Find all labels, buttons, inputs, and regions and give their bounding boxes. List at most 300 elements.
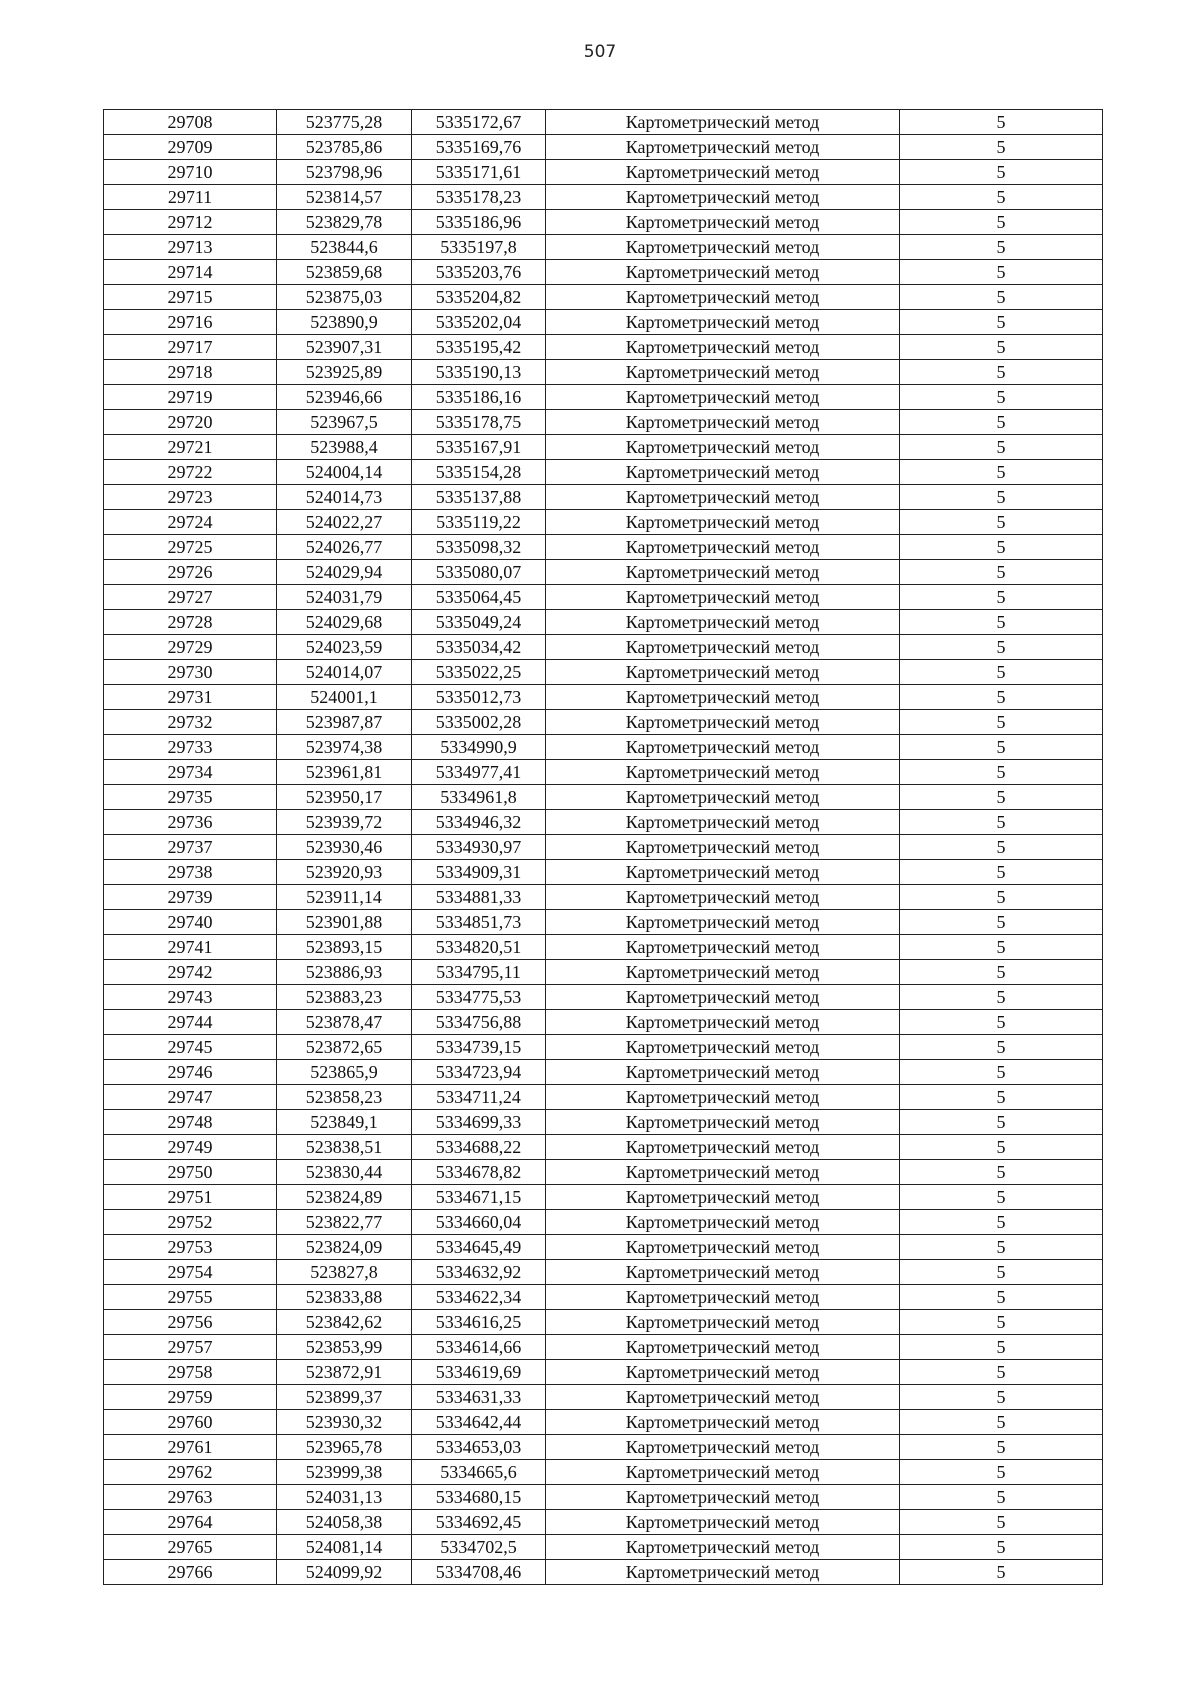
y-coordinate-cell: 5334756,88 (412, 1010, 546, 1035)
point-number-cell: 29762 (104, 1460, 277, 1485)
table-row (104, 660, 1103, 685)
point-number-cell: 29753 (104, 1235, 277, 1260)
method-cell: Картометрический метод (546, 210, 900, 235)
x-coordinate-cell: 523907,31 (277, 335, 412, 360)
table-row (104, 685, 1103, 710)
accuracy-cell: 5 (900, 485, 1103, 510)
accuracy-cell: 5 (900, 135, 1103, 160)
table-row (104, 335, 1103, 360)
method-cell: Картометрический метод (546, 1485, 900, 1510)
x-coordinate-cell: 523838,51 (277, 1135, 412, 1160)
y-coordinate-cell: 5335169,76 (412, 135, 546, 160)
x-coordinate-cell: 523967,5 (277, 410, 412, 435)
accuracy-cell: 5 (900, 1035, 1103, 1060)
method-cell: Картометрический метод (546, 535, 900, 560)
y-coordinate-cell: 5335119,22 (412, 510, 546, 535)
x-coordinate-cell: 523865,9 (277, 1060, 412, 1085)
y-coordinate-cell: 5334653,03 (412, 1435, 546, 1460)
table-row (104, 235, 1103, 260)
method-cell: Картометрический метод (546, 1310, 900, 1335)
x-coordinate-cell: 523987,87 (277, 710, 412, 735)
method-cell: Картометрический метод (546, 160, 900, 185)
table-row (104, 285, 1103, 310)
x-coordinate-cell: 524026,77 (277, 535, 412, 560)
table-row (104, 260, 1103, 285)
accuracy-cell: 5 (900, 460, 1103, 485)
method-cell: Картометрический метод (546, 1360, 900, 1385)
point-number-cell: 29721 (104, 435, 277, 460)
table-row (104, 1385, 1103, 1410)
point-number-cell: 29741 (104, 935, 277, 960)
accuracy-cell: 5 (900, 835, 1103, 860)
table-row (104, 1235, 1103, 1260)
x-coordinate-cell: 523930,46 (277, 835, 412, 860)
accuracy-cell: 5 (900, 1160, 1103, 1185)
page-number: 507 (583, 42, 617, 62)
method-cell: Картометрический метод (546, 1460, 900, 1485)
y-coordinate-cell: 5334977,41 (412, 760, 546, 785)
point-number-cell: 29734 (104, 760, 277, 785)
method-cell: Картометрический метод (546, 1085, 900, 1110)
y-coordinate-cell: 5334680,15 (412, 1485, 546, 1510)
method-cell: Картометрический метод (546, 1410, 900, 1435)
point-number-cell: 29725 (104, 535, 277, 560)
method-cell: Картометрический метод (546, 1160, 900, 1185)
y-coordinate-cell: 5335064,45 (412, 585, 546, 610)
method-cell: Картометрический метод (546, 735, 900, 760)
x-coordinate-cell: 523849,1 (277, 1110, 412, 1135)
method-cell: Картометрический метод (546, 410, 900, 435)
table-row (104, 985, 1103, 1010)
accuracy-cell: 5 (900, 210, 1103, 235)
table-row (104, 110, 1103, 135)
table-row (104, 1085, 1103, 1110)
point-number-cell: 29760 (104, 1410, 277, 1435)
x-coordinate-cell: 524014,73 (277, 485, 412, 510)
method-cell: Картометрический метод (546, 1135, 900, 1160)
method-cell: Картометрический метод (546, 360, 900, 385)
table-row (104, 1535, 1103, 1560)
y-coordinate-cell: 5334619,69 (412, 1360, 546, 1385)
table-row (104, 1485, 1103, 1510)
y-coordinate-cell: 5334678,82 (412, 1160, 546, 1185)
x-coordinate-cell: 523899,37 (277, 1385, 412, 1410)
table-row (104, 385, 1103, 410)
y-coordinate-cell: 5335204,82 (412, 285, 546, 310)
table-row (104, 1560, 1103, 1585)
point-number-cell: 29765 (104, 1535, 277, 1560)
method-cell: Картометрический метод (546, 910, 900, 935)
table-row (104, 1135, 1103, 1160)
x-coordinate-cell: 523872,65 (277, 1035, 412, 1060)
x-coordinate-cell: 523775,28 (277, 110, 412, 135)
table-row (104, 485, 1103, 510)
point-number-cell: 29748 (104, 1110, 277, 1135)
table-row (104, 760, 1103, 785)
method-cell: Картометрический метод (546, 435, 900, 460)
y-coordinate-cell: 5334622,34 (412, 1285, 546, 1310)
point-number-cell: 29755 (104, 1285, 277, 1310)
method-cell: Картометрический метод (546, 285, 900, 310)
method-cell: Картометрический метод (546, 610, 900, 635)
y-coordinate-cell: 5335034,42 (412, 635, 546, 660)
point-number-cell: 29742 (104, 960, 277, 985)
y-coordinate-cell: 5335049,24 (412, 610, 546, 635)
accuracy-cell: 5 (900, 235, 1103, 260)
y-coordinate-cell: 5334946,32 (412, 810, 546, 835)
point-number-cell: 29763 (104, 1485, 277, 1510)
x-coordinate-cell: 523814,57 (277, 185, 412, 210)
point-number-cell: 29710 (104, 160, 277, 185)
accuracy-cell: 5 (900, 910, 1103, 935)
method-cell: Картометрический метод (546, 1060, 900, 1085)
x-coordinate-cell: 523798,96 (277, 160, 412, 185)
point-number-cell: 29733 (104, 735, 277, 760)
method-cell: Картометрический метод (546, 935, 900, 960)
method-cell: Картометрический метод (546, 460, 900, 485)
coordinates-table (103, 109, 1103, 1585)
point-number-cell: 29744 (104, 1010, 277, 1035)
method-cell: Картометрический метод (546, 335, 900, 360)
y-coordinate-cell: 5334930,97 (412, 835, 546, 860)
table-row (104, 835, 1103, 860)
x-coordinate-cell: 523878,47 (277, 1010, 412, 1035)
y-coordinate-cell: 5335080,07 (412, 560, 546, 585)
table-row (104, 1435, 1103, 1460)
accuracy-cell: 5 (900, 1085, 1103, 1110)
method-cell: Картометрический метод (546, 1035, 900, 1060)
y-coordinate-cell: 5335154,28 (412, 460, 546, 485)
x-coordinate-cell: 523939,72 (277, 810, 412, 835)
method-cell: Картометрический метод (546, 685, 900, 710)
method-cell: Картометрический метод (546, 260, 900, 285)
method-cell: Картометрический метод (546, 485, 900, 510)
y-coordinate-cell: 5335186,16 (412, 385, 546, 410)
y-coordinate-cell: 5334881,33 (412, 885, 546, 910)
accuracy-cell: 5 (900, 685, 1103, 710)
method-cell: Картометрический метод (546, 1285, 900, 1310)
table-row (104, 1285, 1103, 1310)
table-row (104, 460, 1103, 485)
y-coordinate-cell: 5334711,24 (412, 1085, 546, 1110)
x-coordinate-cell: 523988,4 (277, 435, 412, 460)
table-row (104, 160, 1103, 185)
point-number-cell: 29715 (104, 285, 277, 310)
accuracy-cell: 5 (900, 310, 1103, 335)
y-coordinate-cell: 5335137,88 (412, 485, 546, 510)
point-number-cell: 29745 (104, 1035, 277, 1060)
point-number-cell: 29709 (104, 135, 277, 160)
table-row (104, 1335, 1103, 1360)
y-coordinate-cell: 5334702,5 (412, 1535, 546, 1560)
method-cell: Картометрический метод (546, 985, 900, 1010)
point-number-cell: 29730 (104, 660, 277, 685)
accuracy-cell: 5 (900, 1510, 1103, 1535)
table-row (104, 910, 1103, 935)
method-cell: Картометрический метод (546, 885, 900, 910)
accuracy-cell: 5 (900, 1310, 1103, 1335)
y-coordinate-cell: 5334692,45 (412, 1510, 546, 1535)
accuracy-cell: 5 (900, 285, 1103, 310)
accuracy-cell: 5 (900, 260, 1103, 285)
table-row (104, 1310, 1103, 1335)
accuracy-cell: 5 (900, 1185, 1103, 1210)
x-coordinate-cell: 523901,88 (277, 910, 412, 935)
accuracy-cell: 5 (900, 585, 1103, 610)
table-row (104, 860, 1103, 885)
accuracy-cell: 5 (900, 635, 1103, 660)
point-number-cell: 29737 (104, 835, 277, 860)
y-coordinate-cell: 5334699,33 (412, 1110, 546, 1135)
y-coordinate-cell: 5335098,32 (412, 535, 546, 560)
method-cell: Картометрический метод (546, 660, 900, 685)
accuracy-cell: 5 (900, 885, 1103, 910)
method-cell: Картометрический метод (546, 385, 900, 410)
y-coordinate-cell: 5334631,33 (412, 1385, 546, 1410)
x-coordinate-cell: 524014,07 (277, 660, 412, 685)
point-number-cell: 29754 (104, 1260, 277, 1285)
x-coordinate-cell: 524099,92 (277, 1560, 412, 1585)
table-row (104, 1060, 1103, 1085)
table-row (104, 310, 1103, 335)
point-number-cell: 29746 (104, 1060, 277, 1085)
table-row (104, 1510, 1103, 1535)
y-coordinate-cell: 5334645,49 (412, 1235, 546, 1260)
point-number-cell: 29728 (104, 610, 277, 635)
x-coordinate-cell: 523965,78 (277, 1435, 412, 1460)
accuracy-cell: 5 (900, 1410, 1103, 1435)
point-number-cell: 29726 (104, 560, 277, 585)
x-coordinate-cell: 523853,99 (277, 1335, 412, 1360)
point-number-cell: 29747 (104, 1085, 277, 1110)
table-row (104, 360, 1103, 385)
x-coordinate-cell: 524001,1 (277, 685, 412, 710)
point-number-cell: 29761 (104, 1435, 277, 1460)
point-number-cell: 29716 (104, 310, 277, 335)
accuracy-cell: 5 (900, 1485, 1103, 1510)
y-coordinate-cell: 5334820,51 (412, 935, 546, 960)
table-row (104, 1110, 1103, 1135)
accuracy-cell: 5 (900, 185, 1103, 210)
table-row (104, 735, 1103, 760)
y-coordinate-cell: 5335002,28 (412, 710, 546, 735)
accuracy-cell: 5 (900, 1460, 1103, 1485)
table-row (104, 1160, 1103, 1185)
accuracy-cell: 5 (900, 1435, 1103, 1460)
accuracy-cell: 5 (900, 735, 1103, 760)
x-coordinate-cell: 523893,15 (277, 935, 412, 960)
accuracy-cell: 5 (900, 535, 1103, 560)
accuracy-cell: 5 (900, 985, 1103, 1010)
x-coordinate-cell: 524058,38 (277, 1510, 412, 1535)
accuracy-cell: 5 (900, 1060, 1103, 1085)
method-cell: Картометрический метод (546, 310, 900, 335)
y-coordinate-cell: 5335202,04 (412, 310, 546, 335)
table-row (104, 610, 1103, 635)
x-coordinate-cell: 523890,9 (277, 310, 412, 335)
table-row (104, 1210, 1103, 1235)
table-row (104, 560, 1103, 585)
point-number-cell: 29758 (104, 1360, 277, 1385)
y-coordinate-cell: 5334688,22 (412, 1135, 546, 1160)
method-cell: Картометрический метод (546, 1185, 900, 1210)
accuracy-cell: 5 (900, 510, 1103, 535)
point-number-cell: 29718 (104, 360, 277, 385)
x-coordinate-cell: 523911,14 (277, 885, 412, 910)
table-row (104, 1410, 1103, 1435)
accuracy-cell: 5 (900, 335, 1103, 360)
x-coordinate-cell: 523930,32 (277, 1410, 412, 1435)
accuracy-cell: 5 (900, 560, 1103, 585)
x-coordinate-cell: 523785,86 (277, 135, 412, 160)
x-coordinate-cell: 523859,68 (277, 260, 412, 285)
x-coordinate-cell: 523925,89 (277, 360, 412, 385)
x-coordinate-cell: 523822,77 (277, 1210, 412, 1235)
accuracy-cell: 5 (900, 1260, 1103, 1285)
accuracy-cell: 5 (900, 1335, 1103, 1360)
point-number-cell: 29736 (104, 810, 277, 835)
point-number-cell: 29731 (104, 685, 277, 710)
method-cell: Картометрический метод (546, 1260, 900, 1285)
y-coordinate-cell: 5335012,73 (412, 685, 546, 710)
y-coordinate-cell: 5334616,25 (412, 1310, 546, 1335)
method-cell: Картометрический метод (546, 1335, 900, 1360)
point-number-cell: 29743 (104, 985, 277, 1010)
y-coordinate-cell: 5334632,92 (412, 1260, 546, 1285)
point-number-cell: 29759 (104, 1385, 277, 1410)
method-cell: Картометрический метод (546, 585, 900, 610)
x-coordinate-cell: 523829,78 (277, 210, 412, 235)
x-coordinate-cell: 524081,14 (277, 1535, 412, 1560)
accuracy-cell: 5 (900, 710, 1103, 735)
point-number-cell: 29722 (104, 460, 277, 485)
method-cell: Картометрический метод (546, 785, 900, 810)
x-coordinate-cell: 523875,03 (277, 285, 412, 310)
x-coordinate-cell: 523827,8 (277, 1260, 412, 1285)
table-row (104, 1185, 1103, 1210)
x-coordinate-cell: 523883,23 (277, 985, 412, 1010)
table-row (104, 510, 1103, 535)
point-number-cell: 29727 (104, 585, 277, 610)
table-row (104, 1260, 1103, 1285)
accuracy-cell: 5 (900, 360, 1103, 385)
accuracy-cell: 5 (900, 160, 1103, 185)
x-coordinate-cell: 523999,38 (277, 1460, 412, 1485)
y-coordinate-cell: 5335197,8 (412, 235, 546, 260)
accuracy-cell: 5 (900, 860, 1103, 885)
point-number-cell: 29749 (104, 1135, 277, 1160)
accuracy-cell: 5 (900, 1010, 1103, 1035)
method-cell: Картометрический метод (546, 510, 900, 535)
table-row (104, 135, 1103, 160)
x-coordinate-cell: 523824,09 (277, 1235, 412, 1260)
y-coordinate-cell: 5334642,44 (412, 1410, 546, 1435)
point-number-cell: 29723 (104, 485, 277, 510)
x-coordinate-cell: 524029,68 (277, 610, 412, 635)
table-row (104, 210, 1103, 235)
table-row (104, 185, 1103, 210)
point-number-cell: 29714 (104, 260, 277, 285)
accuracy-cell: 5 (900, 1385, 1103, 1410)
x-coordinate-cell: 523974,38 (277, 735, 412, 760)
point-number-cell: 29732 (104, 710, 277, 735)
x-coordinate-cell: 523961,81 (277, 760, 412, 785)
accuracy-cell: 5 (900, 435, 1103, 460)
x-coordinate-cell: 523946,66 (277, 385, 412, 410)
table-row (104, 960, 1103, 985)
table-row (104, 585, 1103, 610)
point-number-cell: 29739 (104, 885, 277, 910)
method-cell: Картометрический метод (546, 760, 900, 785)
accuracy-cell: 5 (900, 1360, 1103, 1385)
point-number-cell: 29724 (104, 510, 277, 535)
method-cell: Картометрический метод (546, 810, 900, 835)
x-coordinate-cell: 524029,94 (277, 560, 412, 585)
method-cell: Картометрический метод (546, 1510, 900, 1535)
x-coordinate-cell: 523950,17 (277, 785, 412, 810)
accuracy-cell: 5 (900, 1285, 1103, 1310)
y-coordinate-cell: 5334665,6 (412, 1460, 546, 1485)
x-coordinate-cell: 523833,88 (277, 1285, 412, 1310)
x-coordinate-cell: 524004,14 (277, 460, 412, 485)
table-row (104, 435, 1103, 460)
y-coordinate-cell: 5334671,15 (412, 1185, 546, 1210)
y-coordinate-cell: 5335203,76 (412, 260, 546, 285)
x-coordinate-cell: 523842,62 (277, 1310, 412, 1335)
accuracy-cell: 5 (900, 1535, 1103, 1560)
x-coordinate-cell: 523844,6 (277, 235, 412, 260)
point-number-cell: 29729 (104, 635, 277, 660)
point-number-cell: 29713 (104, 235, 277, 260)
point-number-cell: 29766 (104, 1560, 277, 1585)
table-row (104, 410, 1103, 435)
y-coordinate-cell: 5334990,9 (412, 735, 546, 760)
accuracy-cell: 5 (900, 385, 1103, 410)
table-row (104, 885, 1103, 910)
accuracy-cell: 5 (900, 785, 1103, 810)
x-coordinate-cell: 524031,13 (277, 1485, 412, 1510)
y-coordinate-cell: 5335186,96 (412, 210, 546, 235)
method-cell: Картометрический метод (546, 860, 900, 885)
x-coordinate-cell: 524031,79 (277, 585, 412, 610)
method-cell: Картометрический метод (546, 1385, 900, 1410)
point-number-cell: 29750 (104, 1160, 277, 1185)
y-coordinate-cell: 5335178,75 (412, 410, 546, 435)
point-number-cell: 29756 (104, 1310, 277, 1335)
method-cell: Картометрический метод (546, 1010, 900, 1035)
method-cell: Картометрический метод (546, 1560, 900, 1585)
accuracy-cell: 5 (900, 660, 1103, 685)
y-coordinate-cell: 5335167,91 (412, 435, 546, 460)
method-cell: Картометрический метод (546, 185, 900, 210)
y-coordinate-cell: 5335178,23 (412, 185, 546, 210)
method-cell: Картометрический метод (546, 960, 900, 985)
y-coordinate-cell: 5334660,04 (412, 1210, 546, 1235)
table-row (104, 1360, 1103, 1385)
x-coordinate-cell: 524022,27 (277, 510, 412, 535)
method-cell: Картометрический метод (546, 635, 900, 660)
y-coordinate-cell: 5334961,8 (412, 785, 546, 810)
table-row (104, 1460, 1103, 1485)
point-number-cell: 29712 (104, 210, 277, 235)
y-coordinate-cell: 5334723,94 (412, 1060, 546, 1085)
accuracy-cell: 5 (900, 760, 1103, 785)
accuracy-cell: 5 (900, 935, 1103, 960)
method-cell: Картометрический метод (546, 1210, 900, 1235)
table-row (104, 635, 1103, 660)
x-coordinate-cell: 523858,23 (277, 1085, 412, 1110)
accuracy-cell: 5 (900, 1210, 1103, 1235)
